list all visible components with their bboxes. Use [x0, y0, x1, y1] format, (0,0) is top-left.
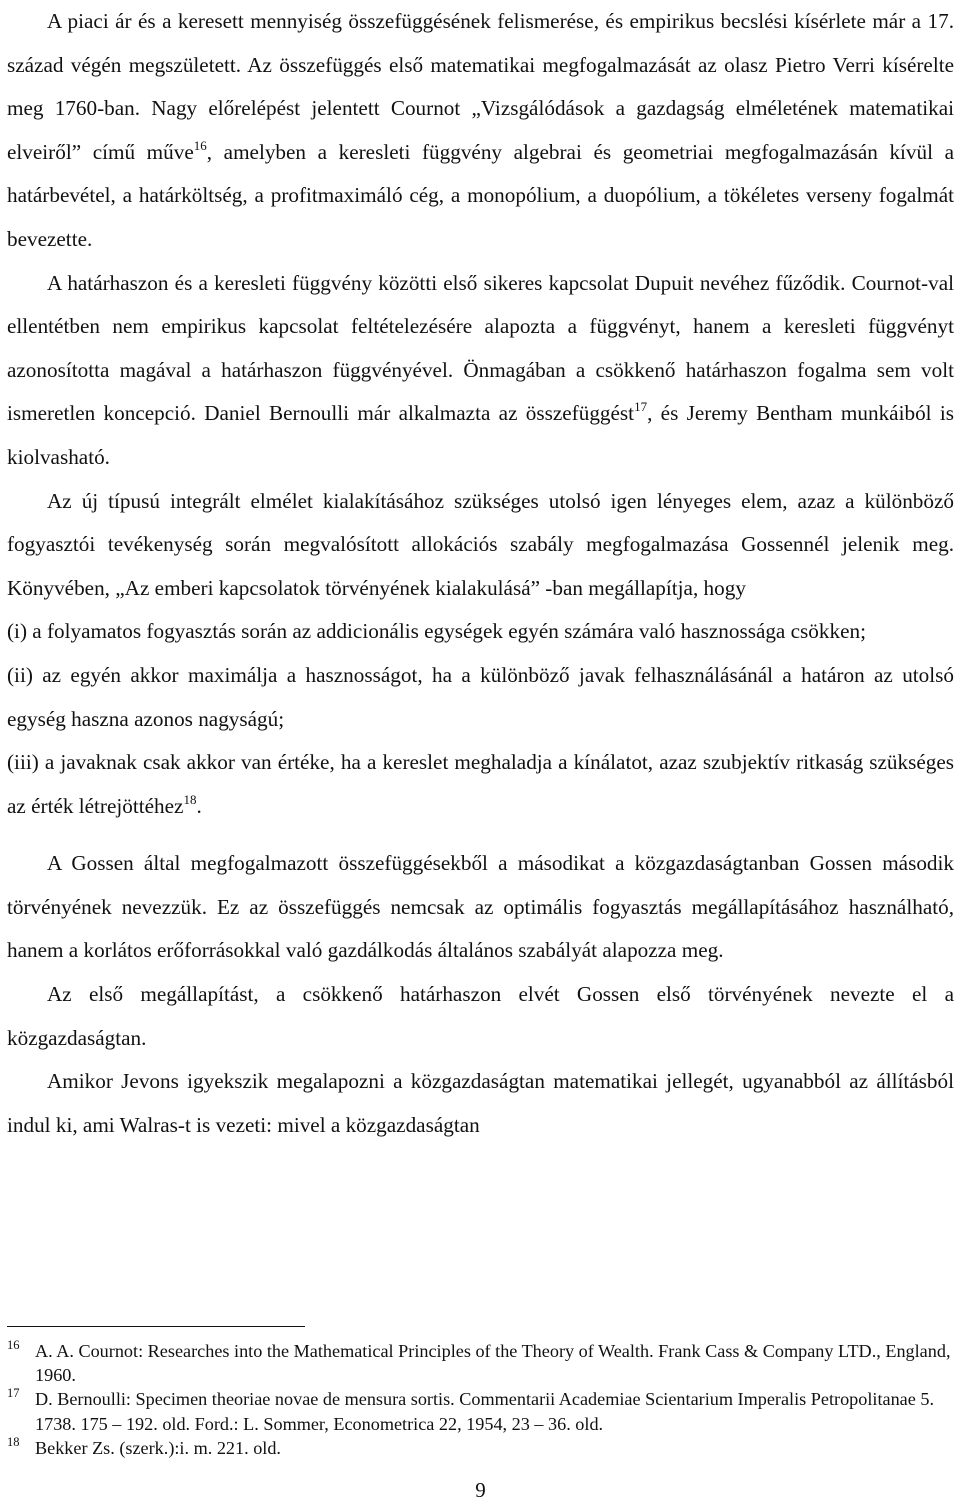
footnote-number: 17 — [7, 1386, 20, 1401]
footnote-text: Bekker Zs. (szerk.):i. m. 221. old. — [35, 1437, 281, 1458]
footnote-separator — [7, 1326, 305, 1327]
footnote — [7, 1436, 954, 1460]
list-item: (iii) a javaknak csak akkor van értéke, ha a kereslet meghaladja a kínálatot, azaz szubjektív ritkaság szükséges az érték létrejöttéhez$^{18}$. — [7, 750, 954, 818]
footnote-ref[interactable]: 16 — [193, 137, 207, 153]
paragraph: Amikor Jevons igyekszik megalapozni a közgazdaságtan matematikai jellegét, ugyanabból az állításból indul ki, ami Walras-t is vezeti: mivel a közgazdaságtan — [7, 1069, 954, 1137]
paragraph: A Gossen által megfogalmazott összefüggésekből a másodikat a közgazdaságtanban Gossen második törvényének nevezzük. Ez az összefüggés nemcsak az optimális fogyasztás megállapításához használható, hanem a korlátos erőforrásokkal való gazdálkodás általános szabályát alapozza meg. — [7, 851, 954, 963]
paragraph: A piaci ár és a keresett mennyiség összefüggésének felismerése, és empirikus becslési kísérlete már a 17. század végén megszületett. Az összefüggés első matematikai megfogalmazását az olasz Pietro Verri kísérelte meg 1760-ban. Nagy előrelépést jelentett Cournot „Vizsgálódások a gazdagság elméletének matematikai elveiről” című műve$^{16}$, amelyben a keresleti függvény algebrai és geometriai megfogalmazásán kívül a határbevétel, a határköltség, a profitmaximáló cég, a monopólium, a duopólium, a tökéletes verseny fogalmát bevezette. — [7, 9, 954, 251]
footnotes — [7, 1339, 954, 1460]
page-number: 9 — [475, 1478, 486, 1502]
list-item: (ii) az egyén akkor maximálja a hasznosságot, ha a különböző javak felhasználásánál a határon az utolsó egység haszna azonos nagyságú; — [7, 662, 954, 731]
footnote-ref[interactable]: 18 — [183, 791, 197, 807]
footnote-text: D. Bernoulli: Specimen theoriae novae de mensura sortis. Commentarii Academiae Scientarium Imperalis Petropolitanae 5. 1738. 175 – 192. old. Ford.: L. Sommer, Econometrica 22, 1954, 23 – 36. old. — [35, 1389, 935, 1434]
footnote-number: 18 — [7, 1434, 20, 1449]
footnote-ref[interactable]: 17 — [634, 399, 648, 415]
footnote — [7, 1387, 954, 1435]
document-page — [7, 0, 954, 1509]
list-item: (i) a folyamatos fogyasztás során az addicionális egységek egyén számára való hasznossága csökken; — [7, 619, 866, 644]
footnote — [7, 1339, 954, 1387]
body-text — [7, 0, 954, 1147]
paragraph: Az első megállapítást, a csökkenő határhaszon elvét Gossen első törvényének nevezte el a közgazdaságtan. — [7, 982, 954, 1050]
footnote-text: A. A. Cournot: Researches into the Mathematical Principles of the Theory of Wealth. Frank Cass & Company LTD., England, 1960. — [35, 1341, 951, 1386]
paragraph: A határhaszon és a keresleti függvény közötti első sikeres kapcsolat Dupuit nevéhez fűződik. Cournot-val ellentétben nem empirikus kapcsolat feltételezésére alapozta a függvényt, hanem a keresleti függvényt azonosította magával a határhaszon függvényével. Önmagában a csökkenő határhaszon fogalma sem volt ismeretlen koncepció. Daniel Bernoulli már alkalmazta az összefüggést$^{17}$, és Jeremy Bentham munkáiból is kiolvasható. — [7, 270, 954, 469]
footnote-number: 16 — [7, 1338, 20, 1352]
paragraph: Az új típusú integrált elmélet kialakításához szükséges utolsó igen lényeges elem, azaz a különböző fogyasztói tevékenység során megvalósított allokációs szabály megfogalmazása Gossennél jelenik meg. Könyvében, „Az emberi kapcsolatok törvényének kialakulásá” -ban megállapítja, hogy — [7, 488, 954, 600]
